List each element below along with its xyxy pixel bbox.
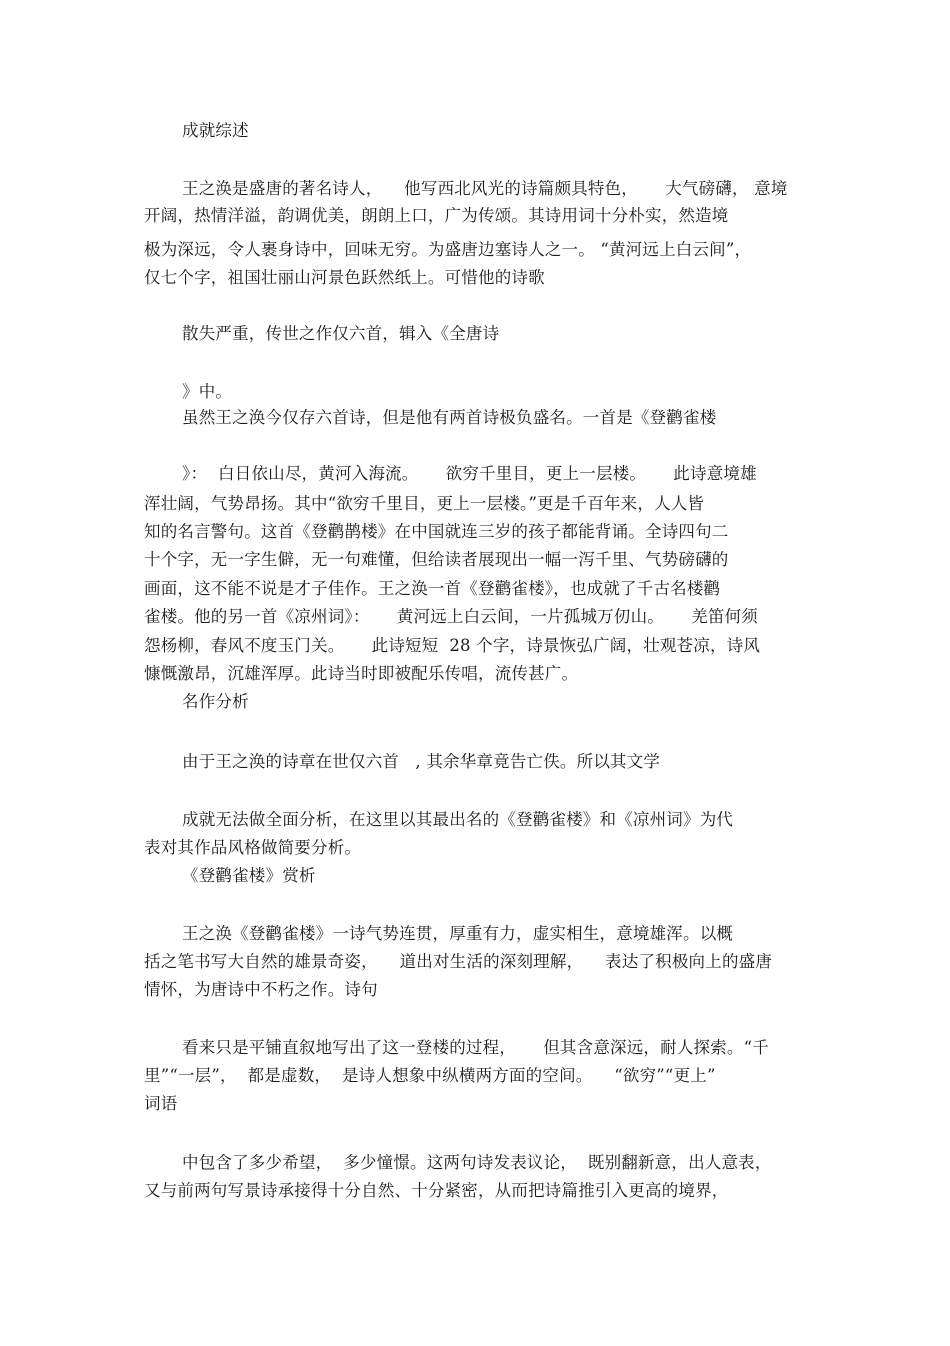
paragraph-line: 又与前两句写景诗承接得十分自然、十分紧密，从而把诗篇推引入更高的境界， <box>144 1181 729 1200</box>
paragraph-line: 中包含了多少希望， 多少憧憬。这两句诗发表议论， 既别翻新意，出人意表， <box>182 1153 772 1172</box>
paragraph-line: 由于王之涣的诗章在世仅六首 , 其余华章竟告亡佚。所以其文学 <box>182 752 661 771</box>
paragraph-line: 画面，这不能不说是才子佳作。王之涣一首《登鹳雀楼》，也成就了千古名楼鹳 <box>144 579 721 598</box>
paragraph-line: 浑壮阔，气势昂扬。其中“欲穷千里目，更上一层楼。”更是千百年来，人人皆 <box>144 494 705 513</box>
paragraph-line: 怨杨柳，春风不度玉门关。 此诗短短 28 个字，诗景恢弘广阔，壮观苍凉，诗风 <box>144 636 761 655</box>
paragraph-line: 成就无法做全面分析，在这里以其最出名的《登鹳雀楼》和《凉州词》为代 <box>182 810 734 829</box>
section-heading-achievements: 成就综述 <box>182 121 249 140</box>
paragraph-line: 开阔，热情洋溢，韵调优美，朗朗上口，广为传颂。其诗用词十分朴实，然造境 <box>144 206 729 225</box>
section-heading-analysis: 名作分析 <box>182 692 249 711</box>
paragraph-line: 》： 白日依山尽，黄河入海流。 欲穷千里目，更上一层楼。 此诗意境雄 <box>182 464 757 483</box>
paragraph-line: 》中。 <box>182 382 233 401</box>
paragraph-line: 十个字，无一字生僻，无一句难懂，但给读者展现出一幅一泻千里、气势磅礴的 <box>144 550 729 569</box>
subsection-heading: 《登鹳雀楼》赏析 <box>182 866 316 885</box>
paragraph-line: 仅七个字，祖国壮丽山河景色跃然纸上。可惜他的诗歌 <box>144 268 545 287</box>
paragraph-line: 词语 <box>144 1094 178 1113</box>
paragraph-line: 表对其作品风格做简要分析。 <box>144 838 362 857</box>
paragraph-line: 情怀，为唐诗中不朽之作。诗句 <box>144 980 378 999</box>
paragraph-line: 散失严重，传世之作仅六首，辑入《全唐诗 <box>182 324 500 343</box>
paragraph-line: 知的名言警句。这首《登鹳鹊楼》在中国就连三岁的孩子都能背诵。全诗四句二 <box>144 522 729 541</box>
paragraph-line: 王之涣《登鹳雀楼》一诗气势连贯，厚重有力，虚实相生，意境雄浑。以概 <box>182 924 734 943</box>
paragraph-line: 雀楼。他的另一首《凉州词》： 黄河远上白云间，一片孤城万仞山。 羌笛何须 <box>144 607 758 626</box>
paragraph-line: 极为深远，令人裹身诗中，回味无穷。为盛唐边塞诗人之一。 “黄河远上白云间”， <box>144 240 752 259</box>
paragraph-line: 里”“一层”， 都是虚数， 是诗人想象中纵横两方面的空间。 “欲穷”“更上” <box>144 1066 716 1085</box>
paragraph-line: 慷慨激昂，沉雄浑厚。此诗当时即被配乐传唱，流传甚广。 <box>144 664 579 683</box>
paragraph-line: 看来只是平铺直叙地写出了这一登楼的过程， 但其含意深远，耐人探索。“千 <box>182 1038 769 1057</box>
paragraph-line: 括之笔书写大自然的雄景奇姿， 道出对生活的深刻理解， 表达了积极向上的盛唐 <box>144 952 773 971</box>
paragraph-line: 虽然王之涣今仅存六首诗，但是他有两首诗极负盛名。一首是《登鹳雀楼 <box>182 408 717 427</box>
paragraph-line: 王之涣是盛唐的著名诗人， 他写西北风光的诗篇颇具特色， 大气磅礴， 意境 <box>182 179 788 198</box>
